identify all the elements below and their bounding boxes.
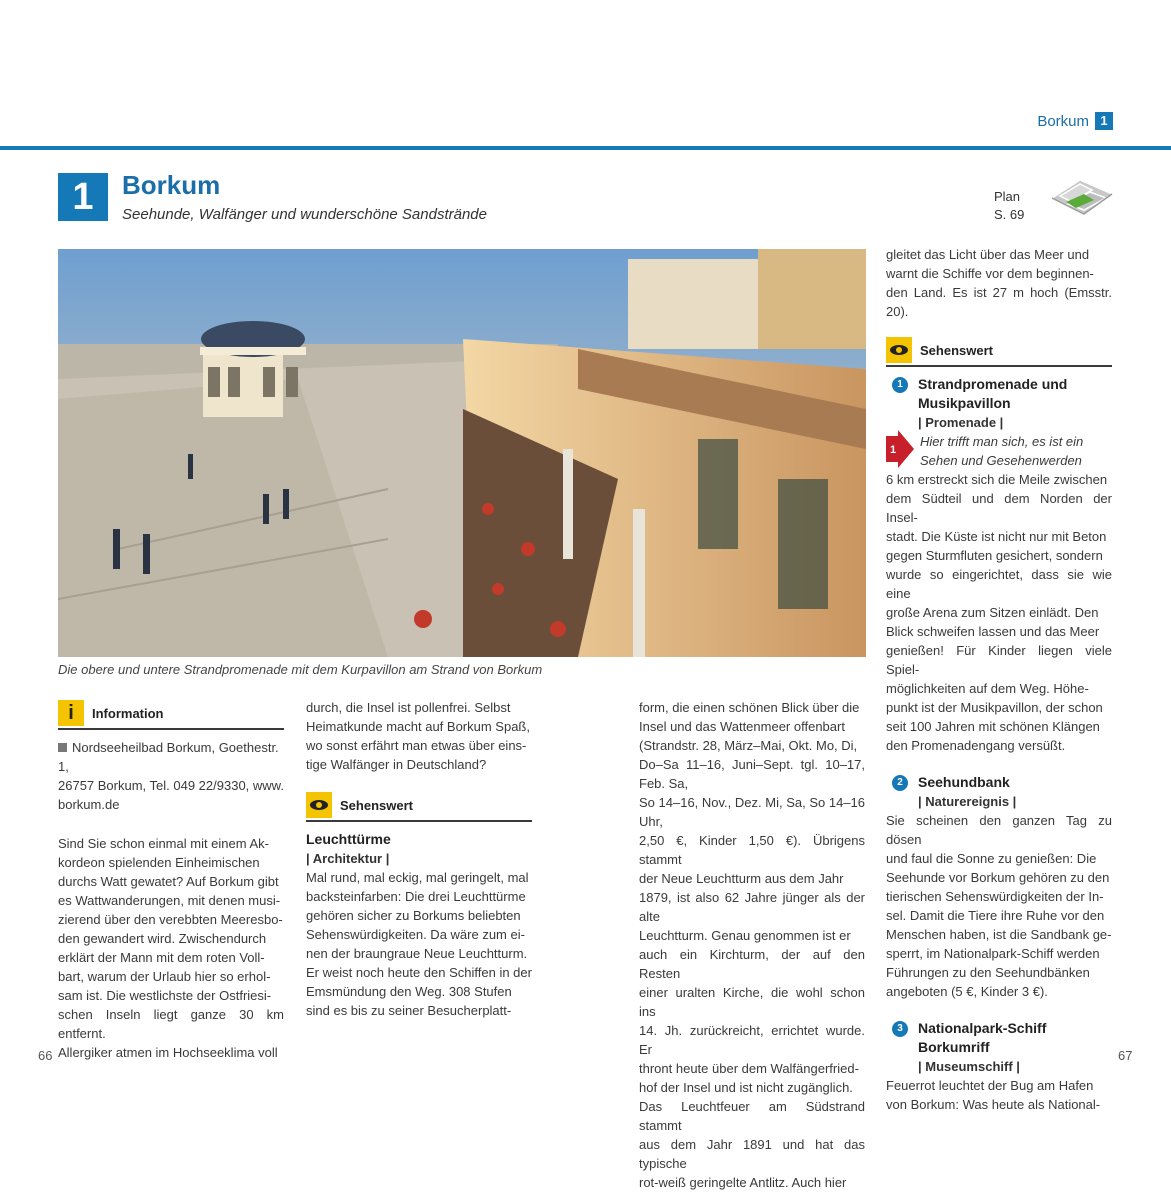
sight-1-tag: | Promenade |	[918, 415, 1004, 430]
info-icon: i	[58, 700, 84, 726]
sight-heading-label: Sehenswert	[920, 342, 993, 358]
text-line: und faul die Sonne zu genießen: Die	[886, 851, 1097, 866]
photo-caption: Die obere und untere Strandpromenade mit dem Kurpavillon am Strand von Borkum	[58, 662, 543, 677]
text-line: wurde so eingerichtet, dass sie wie eine	[886, 567, 1112, 601]
text-line: auch ein Kirchturm, der auf den Resten	[639, 947, 865, 981]
page-number-left: 66	[38, 1048, 53, 1063]
text-line: möglichkeiten auf dem Weg. Höhe-	[886, 681, 1089, 696]
sight-heading	[886, 337, 1112, 367]
running-head-title: Borkum	[1037, 112, 1089, 130]
text-line: form, die einen schönen Blick über die	[639, 700, 860, 715]
text-line: Insel und das Wattenmeer offenbart	[639, 719, 845, 734]
text-line: wo sonst erfährt man etwas über eins-	[306, 738, 527, 753]
text-line: von Borkum: Was heute als National-	[886, 1097, 1101, 1112]
text-line: Sehenswürdigkeiten. Da wäre zum ei-	[306, 927, 525, 942]
text-line: nen der braungraue Neue Leuchtturm.	[306, 946, 528, 961]
sight-2-header	[886, 773, 1112, 811]
text-line: hof der Insel und ist nicht zugänglich.	[639, 1080, 853, 1095]
sight-number-badge: 3	[892, 1021, 908, 1037]
text-line: sel. Damit die Tiere ihre Ruhe vor den	[886, 908, 1105, 923]
text-line: 14. Jh. zurückreicht, errichtet wurde. Er	[639, 1023, 865, 1057]
text-line: 1879, ist also 62 Jahre jünger als der alte	[639, 890, 865, 924]
text-line: Das Leuchtfeuer am Südstrand stammt	[639, 1099, 865, 1133]
text-line: Er weist noch heute den Schiffen in der	[306, 965, 532, 980]
text-line: sperrt, im Nationalpark-Schiff werden	[886, 946, 1100, 961]
text-line: Do–Sa 11–16, Juni–Sept. tgl. 10–17, Feb. Sa,	[639, 757, 865, 791]
text-line: Emsmündung den Weg. 308 Stufen	[306, 984, 512, 999]
text-line: punkt ist der Musikpavillon, der schon	[886, 700, 1103, 715]
red-marker-number: 1	[890, 444, 897, 456]
info-address-line: 26757 Borkum, Tel. 049 22/9330, www.	[58, 778, 284, 793]
page-number-right: 67	[1118, 1048, 1133, 1063]
sight-heading-label: Sehenswert	[340, 797, 413, 813]
text-line: Blick schweifen lassen und das Meer	[886, 624, 1100, 639]
text-line: tierischen Sehenswürdigkeiten der In-	[886, 889, 1104, 904]
sight-1-tip	[886, 432, 1112, 470]
text-line: der Neue Leuchtturm aus dem Jahr	[639, 871, 844, 886]
text-line: 6 km erstreckt sich die Meile zwischen	[886, 472, 1108, 487]
text-line: bart, warum der Urlaub hier so erhol-	[58, 969, 271, 984]
leuchttuerme-tag: | Architektur |	[306, 851, 390, 866]
text-line: Seehunde vor Borkum gehören zu den	[886, 870, 1110, 885]
text-line: rot-weiß geringelte Antlitz. Auch hier	[639, 1175, 847, 1190]
text-line: 2,50 €, Kinder 1,50 €). Übrigens stammt	[639, 833, 865, 867]
text-line: Leuchtturm. Genau genommen ist er	[639, 928, 851, 943]
info-heading-label: Information	[92, 705, 164, 721]
text-line: thront heute über dem Walfängerfried-	[639, 1061, 859, 1076]
sight-3-header	[886, 1019, 1112, 1076]
text-line: Menschen haben, ist die Sandbank ge-	[886, 927, 1112, 942]
column-3	[639, 698, 865, 1192]
text-line: backsteinfarben: Die drei Leuchttürme	[306, 889, 526, 904]
text-line: große Arena zum Sitzen einlädt. Den	[886, 605, 1099, 620]
text-line: Heimatkunde macht auf Borkum Spaß,	[306, 719, 530, 734]
sight-1-header	[886, 375, 1112, 432]
chapter-number: 1	[58, 173, 108, 221]
intro-text	[58, 834, 284, 1062]
sight-number-badge: 2	[892, 775, 908, 791]
text-line: durch, die Insel ist pollenfrei. Selbst	[306, 700, 511, 715]
chapter-title: Borkum	[122, 170, 221, 200]
plan-page: S. 69	[994, 207, 1025, 222]
column-2	[306, 698, 532, 1020]
tip-line: Sehen und Gesehenwerden	[920, 453, 1082, 468]
text-line: dem Südteil und dem Norden der Insel-	[886, 491, 1112, 525]
sight-2-title: Seehundbank	[918, 774, 1010, 790]
column-1	[58, 700, 284, 1062]
text-line: es Wattwanderungen, mit denen musi-	[58, 893, 281, 908]
info-address-line: Nordseeheilbad Borkum, Goethestr. 1,	[58, 740, 279, 774]
info-box-heading	[58, 700, 284, 730]
sight-1-title-line: Musikpavillon	[918, 395, 1011, 411]
eye-icon	[886, 337, 912, 363]
text-line: sam ist. Die westlichste der Ostfriesi-	[58, 988, 272, 1003]
text-line: Allergiker atmen im Hochseeklima voll	[58, 1045, 278, 1060]
text-line: Sie scheinen den ganzen Tag zu dösen	[886, 813, 1112, 847]
text-line: durchs Watt gewatet? Auf Borkum gibt	[58, 874, 279, 889]
column-4	[886, 245, 1112, 1114]
eye-icon	[306, 792, 332, 818]
text-line: schen Inseln liegt ganze 30 km entfernt.	[58, 1007, 284, 1041]
info-address	[58, 738, 284, 814]
text-line: gleitet das Licht über das Meer und	[886, 247, 1090, 262]
text-line: tige Walfänger in Deutschland?	[306, 757, 487, 772]
text-line: genießen! Für Kinder liegen viele Spiel-	[886, 643, 1112, 677]
text-line: seit 100 Jahren mit schönen Klängen	[886, 719, 1100, 734]
running-head	[1037, 112, 1113, 130]
plan-reference[interactable]	[994, 188, 1024, 224]
map-icon	[1050, 174, 1114, 220]
sight-number-badge: 1	[892, 377, 908, 393]
text-line: sind es bis zu seiner Besucherplatt-	[306, 1003, 512, 1018]
top-rule	[0, 146, 1171, 150]
text-line: den Land. Es ist 27 m hoch (Emsstr. 20).	[886, 285, 1112, 319]
sight-3-tag: | Museumschiff |	[918, 1059, 1020, 1074]
text-line: So 14–16, Nov., Dez. Mi, Sa, So 14–16 Uhr,	[639, 795, 865, 829]
text-line: den gewandert wird. Zwischendurch	[58, 931, 267, 946]
text-line: kordeon spielenden Einheimischen	[58, 855, 260, 870]
sight-1-title-line: Strandpromenade und	[918, 376, 1068, 392]
text-line: zierend über den verebbten Meeresbo-	[58, 912, 283, 927]
text-line: Feuerrot leuchtet der Bug am Hafen	[886, 1078, 1094, 1093]
text-line: gehören sicher zu Borkums beliebten	[306, 908, 521, 923]
text-line: aus dem Jahr 1891 und hat das typische	[639, 1137, 865, 1171]
text-line: (Strandstr. 28, März–Mai, Okt. Mo, Di,	[639, 738, 858, 753]
text-line: gegen Sturmfluten gesichert, sondern	[886, 548, 1103, 563]
sight-3-title-line: Borkumriff	[918, 1039, 990, 1055]
bullet-square	[58, 743, 67, 752]
text-line: warnt die Schiffe vor dem beginnen-	[886, 266, 1094, 281]
text-line: Sind Sie schon einmal mit einem Ak-	[58, 836, 269, 851]
chapter-subtitle: Seehunde, Walfänger und wunderschöne Sandstrände	[122, 206, 487, 223]
text-line: Führungen zu den Seehundbänken	[886, 965, 1090, 980]
promenade-photo	[58, 249, 866, 657]
info-website[interactable]: borkum.de	[58, 797, 120, 812]
sight-3-title-line: Nationalpark-Schiff	[918, 1020, 1047, 1036]
text-line: Mal rund, mal eckig, mal geringelt, mal	[306, 870, 529, 885]
text-line: stadt. Die Küste ist nicht nur mit Beton	[886, 529, 1107, 544]
text-line: angeboten (5 €, Kinder 3 €).	[886, 984, 1048, 999]
text-line: erklärt der Mann mit dem roten Voll-	[58, 950, 265, 965]
text-line: einer uralten Kirche, die wohl schon ins	[639, 985, 865, 1019]
text-line: den Promenadengang versüßt.	[886, 738, 1066, 753]
sight-heading	[306, 792, 532, 822]
running-head-number: 1	[1095, 112, 1113, 130]
plan-label: Plan	[994, 189, 1021, 204]
tip-line: Hier trifft man sich, es ist ein	[920, 434, 1084, 449]
sight-2-tag: | Naturereignis |	[918, 794, 1017, 809]
leuchttuerme-title: Leuchttürme	[306, 831, 391, 847]
